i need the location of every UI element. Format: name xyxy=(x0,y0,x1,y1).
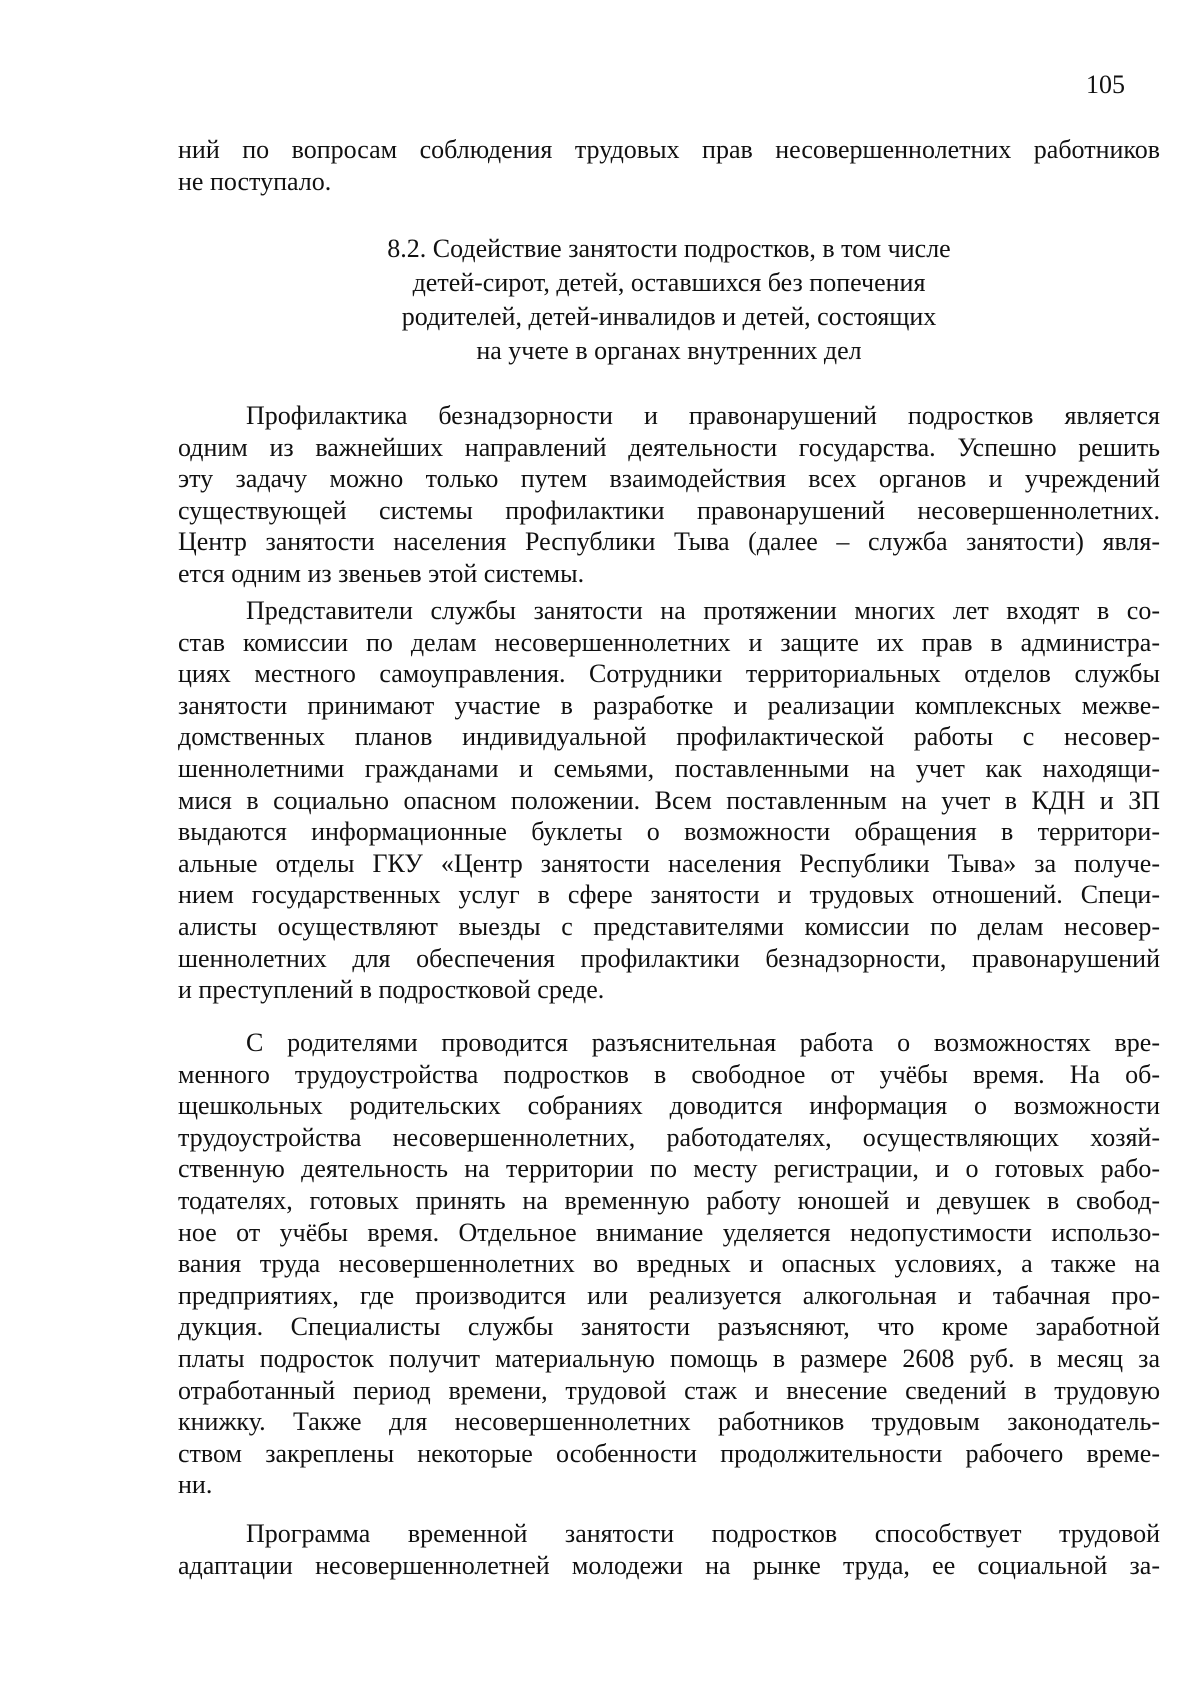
text-line: алисты осуществляют выезды с представителями комиссии по делам несовер- xyxy=(178,911,1160,941)
paragraph-parents xyxy=(178,1027,1160,1501)
text-line: ний по вопросам соблюдения трудовых прав несовершеннолетних работников xyxy=(178,135,1160,164)
text-line: эту задачу можно только путем взаимодействия всех органов и учреждений xyxy=(178,464,1160,494)
text-line: став комиссии по делам несовершеннолетних и защите их прав в администра- xyxy=(178,627,1160,657)
text-line: С родителями проводится разъяснительная работа о возможностях вре- xyxy=(246,1028,1160,1057)
text-line: существующей системы профилактики правонарушений несовершеннолетних. xyxy=(178,495,1160,525)
page-number: 105 xyxy=(1086,70,1125,99)
text-line: книжку. Также для несовершеннолетних работников трудовым законодатель- xyxy=(178,1407,1160,1437)
text-line: занятости принимают участие в разработке и реализации комплексных межве- xyxy=(178,690,1160,720)
heading-line: родителей, детей-инвалидов и детей, состоящих xyxy=(401,302,937,331)
paragraph-prevention xyxy=(178,400,1160,590)
text-line: ное от учёбы время. Отдельное внимание уделяется недопустимости использо- xyxy=(178,1217,1160,1247)
text-line: трудоустройства несовершеннолетних, работодателях, осуществляющих хозяй- xyxy=(178,1122,1160,1152)
heading-line: на учете в органах внутренних дел xyxy=(476,336,862,365)
text-line: мися в социально опасном положении. Всем поставленным на учет в КДН и ЗП xyxy=(178,785,1160,815)
section-heading xyxy=(178,232,1160,368)
text-line: циях местного самоуправления. Сотрудники территориальных отделов службы xyxy=(178,659,1160,689)
text-line: домственных планов индивидуальной профилактической работы с несовер- xyxy=(178,722,1160,752)
text-line: ством закреплены некоторые особенности продолжительности рабочего време- xyxy=(178,1438,1160,1468)
text-line: Центр занятости населения Республики Тыва (далее – служба занятости) явля- xyxy=(178,527,1160,557)
text-line: платы подросток получит материальную помощь в размере 2608 руб. в месяц за xyxy=(178,1343,1160,1373)
text-line: Представители службы занятости на протяжении многих лет входят в со- xyxy=(246,596,1160,625)
text-line: выдаются информационные буклеты о возможности обращения в территори- xyxy=(178,817,1160,847)
paragraph-representatives xyxy=(178,595,1160,1006)
text-line: не поступало. xyxy=(178,166,332,196)
text-line: шеннолетними гражданами и семьями, поставленными на учет как находящи- xyxy=(178,753,1160,783)
text-line: шеннолетних для обеспечения профилактики безнадзорности, правонарушений xyxy=(178,943,1160,973)
text-line: Программа временной занятости подростков способствует трудовой xyxy=(246,1519,1160,1548)
text-line: предприятиях, где производится или реализуется алкогольная и табачная про- xyxy=(178,1280,1160,1310)
text-line: альные отделы ГКУ «Центр занятости населения Республики Тыва» за получе- xyxy=(178,848,1160,878)
intro-paragraph-continuation xyxy=(178,134,1160,197)
text-line: Профилактика безнадзорности и правонарушений подростков является xyxy=(246,401,1160,430)
heading-line: 8.2. Содействие занятости подростков, в том числе xyxy=(387,234,951,263)
text-line: одним из важнейших направлений деятельности государства. Успешно решить xyxy=(178,432,1160,462)
text-line: дукция. Специалисты службы занятости разъясняют, что кроме заработной xyxy=(178,1312,1160,1342)
text-line: тодателях, готовых принять на временную работу юношей и девушек в свобод- xyxy=(178,1185,1160,1215)
text-line: щешкольных родительских собраниях доводится информация о возможности xyxy=(178,1091,1160,1121)
text-line: ется одним из звеньев этой системы. xyxy=(178,558,585,588)
text-line: ственную деятельность на территории по месту регистрации, и о готовых рабо- xyxy=(178,1154,1160,1184)
text-line: нием государственных услуг в сфере занятости и трудовых отношений. Специ- xyxy=(178,880,1160,910)
text-line: и преступлений в подростковой среде. xyxy=(178,975,605,1005)
text-line: ни. xyxy=(178,1470,213,1500)
heading-line: детей-сирот, детей, оставшихся без попечения xyxy=(412,268,926,297)
text-line: менного трудоустройства подростков в свободное от учёбы время. На об- xyxy=(178,1059,1160,1089)
paragraph-program xyxy=(178,1518,1160,1581)
text-line: отработанный период времени, трудовой стаж и внесение сведений в трудовую xyxy=(178,1375,1160,1405)
text-line: адаптации несовершеннолетней молодежи на рынке труда, ее социальной за- xyxy=(178,1550,1160,1580)
text-line: вания труда несовершеннолетних во вредных и опасных условиях, а также на xyxy=(178,1249,1160,1279)
